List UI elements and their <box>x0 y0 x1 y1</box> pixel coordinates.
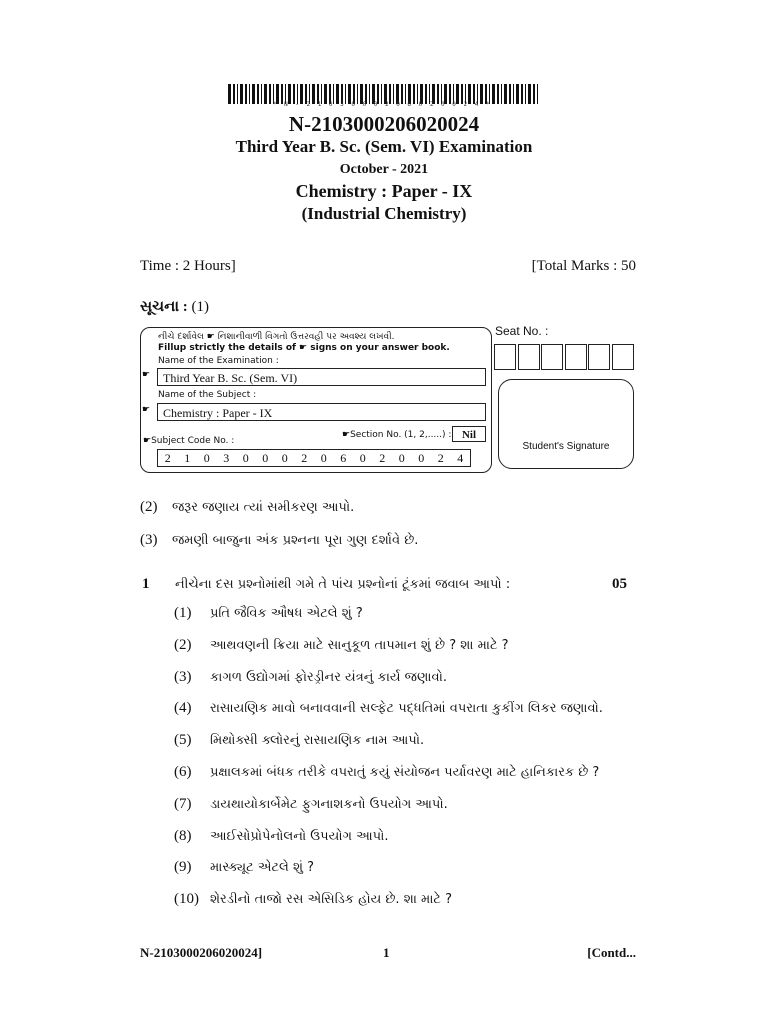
question-item-text: ડાયથાયોકાર્બેમેટ ફુગનાશકનો ઉપયોગ આપો. <box>210 796 448 812</box>
total-marks: [Total Marks : 50 <box>531 258 636 274</box>
seat-no-digit-box <box>565 344 587 370</box>
question-item-text: રાસાયણિક માવો બનાવવાની સલ્ફેટ પદ્ધતિમાં વપરાતા કુકીંગ લિકર જણાવો. <box>210 701 603 717</box>
barcode-digits: *N-2103000206020024* <box>272 101 498 108</box>
subject-code-digit: 0 <box>320 450 327 465</box>
exam-month: October - 2021 <box>339 162 429 177</box>
question-marks: 05 <box>612 576 627 592</box>
subject-title: Chemistry : Paper - IX <box>295 181 473 201</box>
question-item-number: (9) <box>174 859 192 876</box>
question-item-text: શેરડીનો તાજો રસ એસિડિક હોય છે. શા માટે ? <box>210 892 452 908</box>
page-number: 1 <box>383 945 390 960</box>
question-item-text: પ્રતિ જૈવિક ઔષધ એટલે શું ? <box>210 606 363 621</box>
question-item-text: કાગળ ઉદ્યોગમાં ફોરડ્રીનર યંત્રનું કાર્ય જણાવો. <box>210 669 447 685</box>
subject-code-digit: 0 <box>359 450 366 465</box>
pointer-hand-icon: ☛ <box>142 370 151 380</box>
paper-code: N-2103000206020024 <box>288 112 480 136</box>
signature-box <box>498 379 634 469</box>
signature-label: Student's Signature <box>522 441 610 452</box>
instructions-label: સૂચના : <box>140 299 188 315</box>
seat-no-digit-box <box>494 344 516 370</box>
seat-no-label: Seat No. : <box>495 324 549 338</box>
subject-code-digit: 0 <box>281 450 288 465</box>
section-no-field: Nil <box>452 426 486 442</box>
subject-name-label: Name of the Subject : <box>158 390 257 400</box>
question-item-number: (1) <box>174 605 192 621</box>
subject-code-digit: 1 <box>184 450 191 465</box>
seat-no-digit-box <box>612 344 634 370</box>
question-item-number: (3) <box>174 668 192 685</box>
subject-code-label: ☛Subject Code No. : <box>143 436 235 446</box>
question-item-number: (7) <box>174 795 192 812</box>
question-item-text: આઈસોપ્રોપેનોલનો ઉપયોગ આપો. <box>210 828 389 844</box>
question-item-number: (6) <box>174 764 192 780</box>
seat-no-digit-box <box>518 344 540 370</box>
exam-name-field: Third Year B. Sc. (Sem. VI) <box>157 368 486 386</box>
question-item-text: પ્રક્ષાલકમાં બંધક તરીકે વપરાતું કયું સંયોજન પર્યાવરણ માટે હાનિકારક છે ? <box>210 765 600 780</box>
exam-title: Third Year B. Sc. (Sem. VI) Examination <box>235 137 533 156</box>
subject-code-digit: 2 <box>379 450 386 465</box>
seat-no-digit-box <box>588 344 610 370</box>
instruction-english: Fillup strictly the details of ☛ signs on your answer book. <box>158 343 450 353</box>
question-item-number: (5) <box>174 732 192 749</box>
subject-code-digit: 2 <box>301 450 308 465</box>
subject-code-digit: 0 <box>242 450 249 465</box>
subject-code-digit: 2 <box>164 450 171 465</box>
question-item-number: (8) <box>174 827 192 844</box>
paper-subtitle: (Industrial Chemistry) <box>301 204 467 223</box>
note-text: જરૂર જણાય ત્યાં સમીકરણ આપો. <box>172 500 355 515</box>
note-number: (3) <box>140 532 158 548</box>
section-no-label: ☛Section No. (1, 2,.....) : <box>342 430 452 440</box>
time-allowed: Time : 2 Hours] <box>140 258 236 274</box>
subject-name-field: Chemistry : Paper - IX <box>157 403 486 421</box>
pointer-hand-icon: ☛ <box>142 405 151 415</box>
subject-code-digit: 0 <box>398 450 405 465</box>
instructions-heading <box>140 298 209 316</box>
subject-code-digit: 2 <box>437 450 444 465</box>
subject-code-digit: 0 <box>418 450 425 465</box>
subject-code-digit: 6 <box>340 450 347 465</box>
subject-code-digit: 3 <box>223 450 230 465</box>
subject-code-digit: 4 <box>457 450 464 465</box>
question-number: 1 <box>142 576 150 592</box>
footer-code: N-2103000206020024] <box>140 945 263 960</box>
subject-code-digit: 0 <box>203 450 210 465</box>
question-item-number: (2) <box>174 636 192 653</box>
question-item-number: (10) <box>174 891 199 908</box>
footer-contd: [Contd... <box>587 945 636 960</box>
instructions-num: (1) <box>191 299 209 315</box>
question-item-text: મિથોક્સી ક્લોરનું રાસાયણિક નામ આપો. <box>210 733 425 749</box>
note-number: (2) <box>140 499 158 515</box>
subject-code-digit: 0 <box>262 450 269 465</box>
instruction-gujarati: નીચે દર્શાવેલ ☛ નિશાનીવાળી વિગતો ઉત્તરવહી પર અવશ્ય લખવી. <box>158 332 395 342</box>
question-item-text: માસ્ક્યૂટ એટલે શું ? <box>210 860 315 876</box>
exam-name-label: Name of the Examination : <box>158 356 279 366</box>
subject-code-field <box>157 449 471 467</box>
seat-no-digit-box <box>541 344 563 370</box>
question-item-text: આથવણની ક્રિયા માટે સાનુકૂળ તાપમાન શું છે ? શા માટે ? <box>210 637 509 653</box>
question-text: નીચેના દસ પ્રશ્નોમાંથી ગમે તે પાંચ પ્રશ્નોનાં ટૂંકમાં જવાબ આપો : <box>175 577 511 592</box>
question-item-number: (4) <box>174 700 192 717</box>
note-text: જમણી બાજુના અંક પ્રશ્નના પૂરા ગુણ દર્શાવે છે. <box>172 533 419 548</box>
